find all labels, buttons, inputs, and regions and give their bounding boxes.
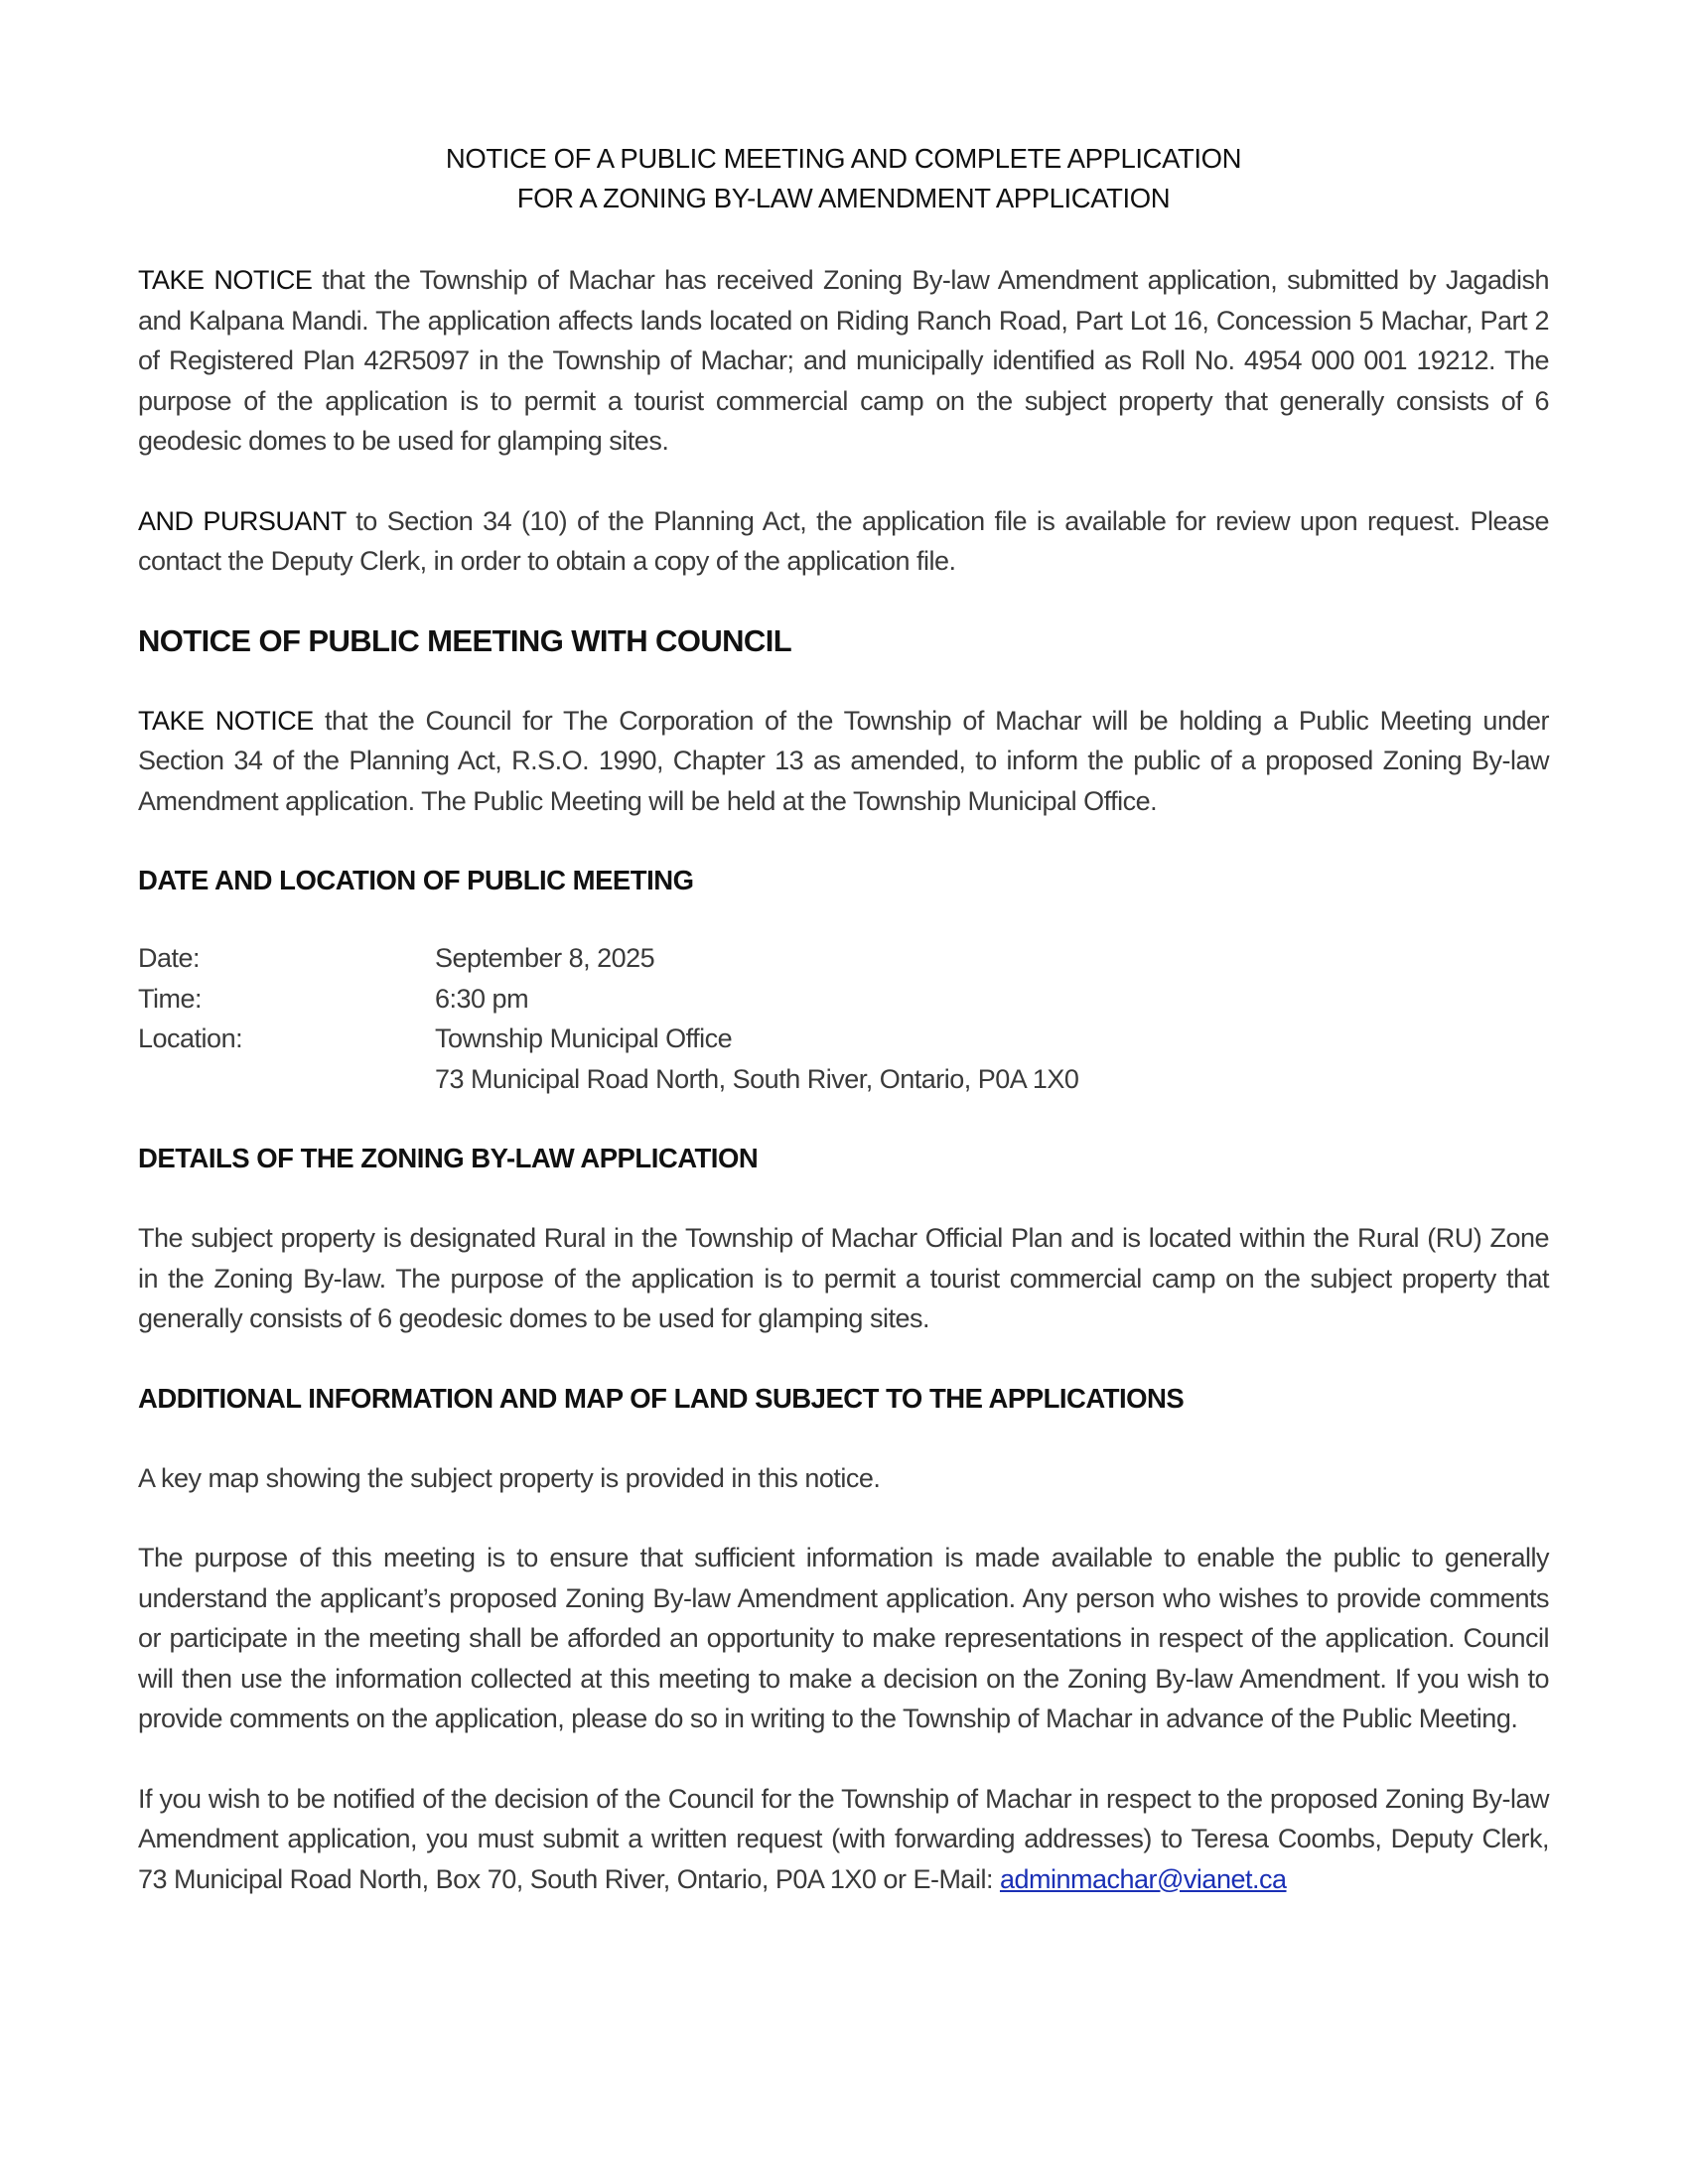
purpose-paragraph: The purpose of this meeting is to ensure that sufficient information is made available to enable the public to generally understand the applicant’s proposed Zoning By-law Amendment application. Any person who wishes to provide comments or participate in the meeting shall be afforded an opportunity to make representations in respect of the application. Council will then use the information collected at this meeting to make a decision on the Zoning By-law Amendment. If you wish to provide comments on the application, please do so in writing to the Township of Machar in advance of the Public Meeting. bbox=[138, 1543, 1549, 1733]
keymap-paragraph: A key map showing the subject property is provided in this notice. bbox=[138, 1462, 881, 1493]
pursuant-text: to Section 34 (10) of the Planning Act, the application file is available for review upon request. Please contact the Deputy Clerk, in order to obtain a copy of the application file. bbox=[138, 505, 1549, 576]
council-paragraph bbox=[138, 701, 1549, 822]
date-label: Date: bbox=[138, 943, 201, 973]
date-location-heading: DATE AND LOCATION OF PUBLIC MEETING bbox=[138, 865, 694, 895]
date-value: September 8, 2025 bbox=[435, 943, 655, 973]
pursuant-lead: AND PURSUANT bbox=[138, 505, 347, 536]
intro-text: that the Township of Machar has received Zoning By-law Amendment application, submitted by Jagadish and Kalpana Mandi. The application affects lands located on Riding Ranch Road, Part Lot 16, Concession 5 Machar, Part 2 of Registered Plan 42R5097 in the Township of Machar; and municipally identified as Roll No. 4954 000 001 19212. The purpose of the application is to permit a tourist commercial camp on the subject property that generally consists of 6 geodesic domes to be used for glamping sites. bbox=[138, 265, 1549, 456]
details-paragraph: The subject property is designated Rural in the Township of Machar Official Plan and is located within the Rural (RU) Zone in the Zoning By-law. The purpose of the application is to permit a tourist commercial camp on the subject property that generally consists of 6 geodesic domes to be used for glamping sites. bbox=[138, 1223, 1549, 1333]
meeting-address-row bbox=[138, 1059, 1549, 1100]
email-link[interactable]: adminmachar@vianet.ca bbox=[999, 1863, 1287, 1894]
intro-lead: TAKE NOTICE bbox=[138, 265, 313, 295]
meeting-time-row bbox=[138, 979, 1549, 1020]
intro-paragraph bbox=[138, 260, 1549, 462]
meeting-location-row bbox=[138, 1019, 1549, 1059]
location-value: Township Municipal Office bbox=[435, 1024, 733, 1053]
council-text: that the Council for The Corporation of the Township of Machar will be holding a Public Meeting under Section 34 of the Planning Act, R.S.O. 1990, Chapter 13 as amended, to inform the public of a proposed Zoning By-law Amendment application. The Public Meeting will be held at the Township Municipal Office. bbox=[138, 705, 1549, 816]
time-label: Time: bbox=[138, 983, 202, 1014]
location-address: 73 Municipal Road North, South River, Ontario, P0A 1X0 bbox=[435, 1063, 1079, 1094]
time-value: 6:30 pm bbox=[435, 983, 529, 1014]
pursuant-paragraph bbox=[138, 501, 1549, 582]
document-title bbox=[138, 139, 1549, 218]
document-page bbox=[138, 0, 1549, 1899]
meeting-date-row bbox=[138, 938, 1549, 979]
location-label: Location: bbox=[138, 1024, 243, 1053]
council-heading: NOTICE OF PUBLIC MEETING WITH COUNCIL bbox=[138, 622, 792, 658]
title-line-2: FOR A ZONING BY-LAW AMENDMENT APPLICATION bbox=[516, 183, 1171, 213]
notification-paragraph bbox=[138, 1779, 1549, 1900]
details-heading: DETAILS OF THE ZONING BY-LAW APPLICATION bbox=[138, 1143, 759, 1173]
meeting-details bbox=[138, 938, 1549, 1099]
additional-info-heading: ADDITIONAL INFORMATION AND MAP OF LAND SUBJECT TO THE APPLICATIONS bbox=[138, 1382, 1185, 1414]
title-line-1: NOTICE OF A PUBLIC MEETING AND COMPLETE APPLICATION bbox=[445, 143, 1242, 174]
notification-text: If you wish to be notified of the decision of the Council for the Township of Machar in respect to the proposed Zoning By-law Amendment application, you must submit a written request (with forwarding addresses) to Teresa Coombs, Deputy Clerk, 73 Municipal Road North, Box 70, South River, Ontario, P0A 1X0 or E-Mail: bbox=[138, 1783, 1549, 1894]
council-lead: TAKE NOTICE bbox=[138, 705, 314, 736]
